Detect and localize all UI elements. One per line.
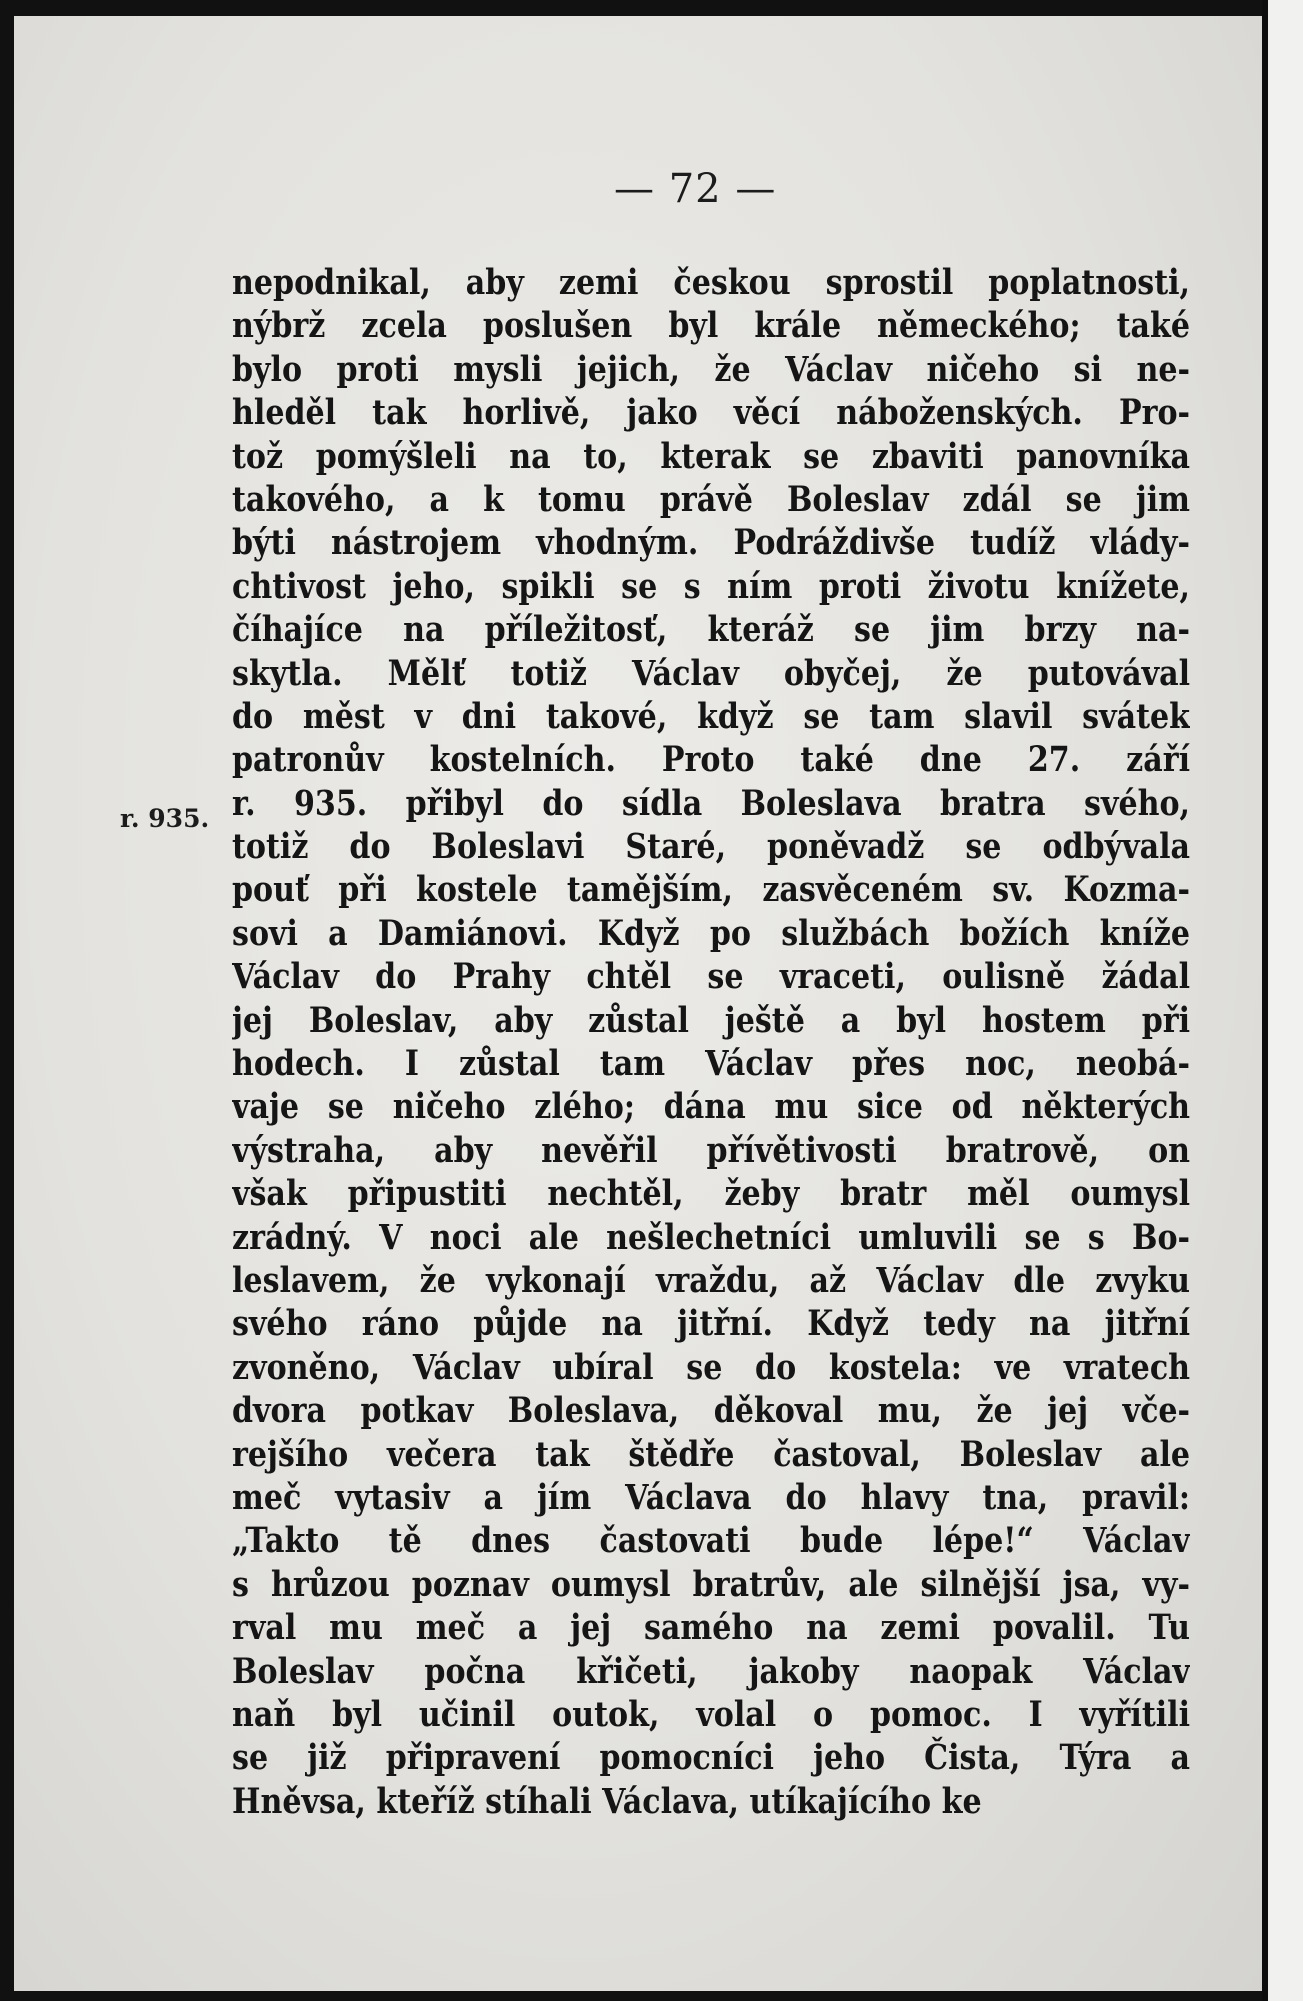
text-line: takového, a k tomu právě Boleslav zdál se jim <box>232 478 1191 520</box>
text-line: sovi a Damiánovi. Když po službách božích kníže <box>232 912 1191 954</box>
text-line: s hrůzou poznav oumysl bratrův, ale silnější jsa, vy- <box>232 1563 1191 1605</box>
text-line: „Takto tě dnes častovati bude lépe!“ Václav <box>232 1520 1191 1562</box>
text-line: hleděl tak horlivě, jako věcí náboženských. Pro- <box>232 392 1191 434</box>
text-line: pouť při kostele tamějším, zasvěceném sv. Kozma- <box>232 869 1191 911</box>
text-line: totiž do Boleslavi Staré, poněvadž se odbývala <box>232 826 1191 868</box>
text-line: se již připravení pomocníci jeho Čista, Týra a <box>232 1737 1191 1779</box>
book-page <box>14 16 1262 1991</box>
text-line: tož pomýšleli na to, kterak se zbaviti panovníka <box>232 435 1191 477</box>
text-line: Hněvsa, kteříž stíhali Václava, utíkajícího ke <box>232 1780 982 1822</box>
text-line: však připustiti nechtěl, žeby bratr měl oumysl <box>232 1173 1191 1215</box>
text-line: patronův kostelních. Proto také dne 27. září <box>232 739 1191 781</box>
text-line: zrádný. V noci ale nešlechetníci umluvili se s Bo- <box>232 1216 1191 1258</box>
text-line: zvoněno, Václav ubíral se do kostela: ve vratech <box>232 1346 1191 1388</box>
text-line: meč vytasiv a jím Václava do hlavy tna, pravil: <box>232 1476 1191 1518</box>
text-line: číhajíce na příležitosť, kteráž se jim brzy na- <box>232 609 1191 651</box>
text-line: rval mu meč a jej samého na zemi povalil. Tu <box>232 1607 1191 1649</box>
text-line: leslavem, že vykonají vraždu, až Václav dle zvyku <box>232 1259 1191 1301</box>
text-line: nýbrž zcela poslušen byl krále německého; také <box>232 305 1191 347</box>
text-line: svého ráno půjde na jitřní. Když tedy na jitřní <box>232 1303 1191 1345</box>
body-text <box>232 261 1190 1823</box>
text-line: výstraha, aby nevěřil přívětivosti bratrově, on <box>232 1129 1191 1171</box>
page-number: — 72 — <box>614 166 777 212</box>
text-line: do měst v dni takové, když se tam slavil svátek <box>232 695 1191 737</box>
text-line: rejšího večera tak štědře častoval, Boleslav ale <box>232 1433 1191 1475</box>
text-line: nepodnikal, aby zemi českou sprostil poplatnosti, <box>232 262 1191 303</box>
text-line: Václav do Prahy chtěl se vraceti, oulisně žádal <box>232 956 1191 998</box>
text-line: r. 935. přibyl do sídla Boleslava bratra svého, <box>232 782 1191 824</box>
text-line: bylo proti mysli jejich, že Václav ničeho si ne- <box>232 348 1191 390</box>
marginal-year-note: r. 935. <box>120 804 210 833</box>
text-line: býti nástrojem vhodným. Podráždivše tudíž vlády- <box>232 522 1191 564</box>
text-line: hodech. I zůstal tam Václav přes noc, neobá- <box>232 1043 1191 1085</box>
adjacent-page-edge <box>1262 0 1303 2001</box>
text-line: chtivost jeho, spikli se s ním proti životu knížete, <box>232 565 1191 607</box>
text-line: dvora potkav Boleslava, děkoval mu, že jej vče- <box>232 1390 1191 1432</box>
text-line: naň byl učinil outok, volal o pomoc. I vyřítili <box>232 1693 1191 1735</box>
text-line: vaje se ničeho zlého; dána mu sice od některých <box>232 1086 1191 1128</box>
text-line: Boleslav počna křičeti, jakoby naopak Václav <box>232 1650 1191 1692</box>
text-line: skytla. Mělť totiž Václav obyčej, že putovával <box>232 652 1191 694</box>
text-line: jej Boleslav, aby zůstal ještě a byl hostem při <box>232 999 1191 1041</box>
